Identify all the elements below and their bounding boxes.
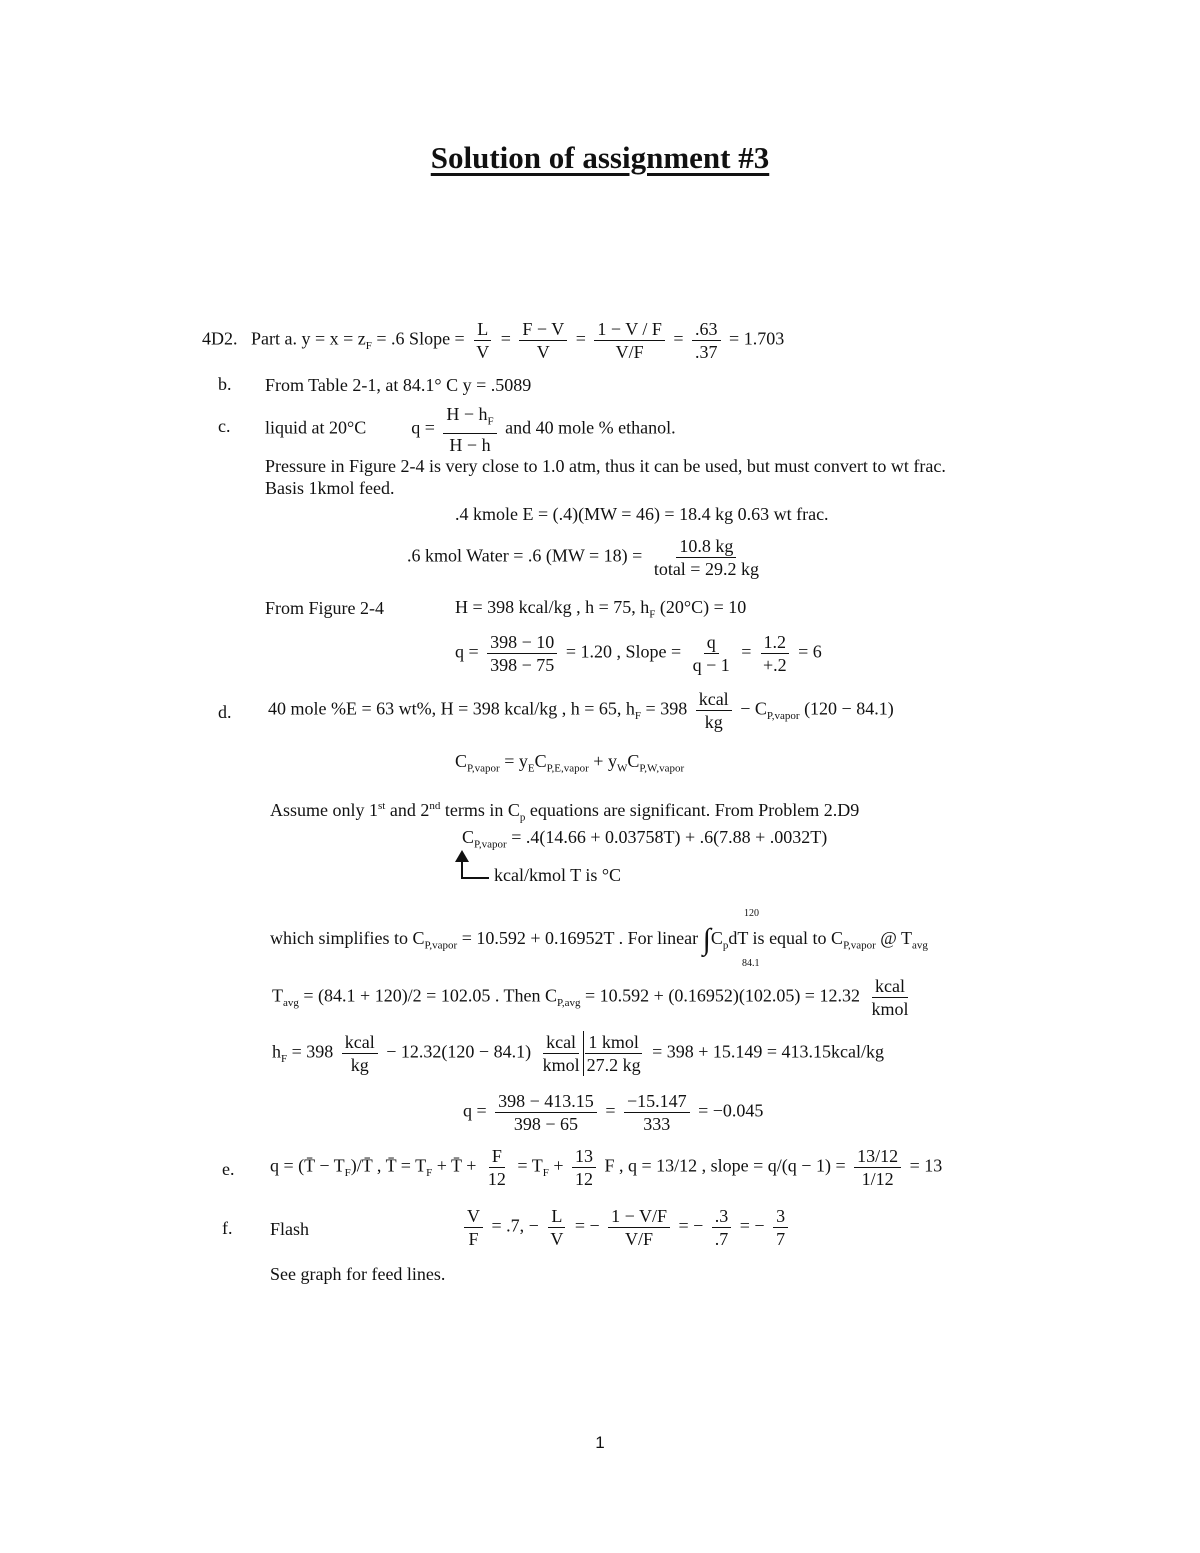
part-a-z-sub: F [365, 340, 372, 353]
tavg-tail2: = 10.592 + (0.16952)(102.05) = 12.32 [580, 985, 860, 1006]
cp-eq-sub-pw: P,W,vapor [639, 762, 685, 775]
frac-den: F [468, 1229, 479, 1249]
hf-eq: = 398 [287, 1041, 334, 1062]
part-f-frac-1 [464, 1205, 483, 1250]
part-d-text-tail: = 398 [641, 698, 688, 719]
frac-num-text: H − h [446, 404, 488, 424]
part-c-text: liquid at 20°C [265, 417, 367, 438]
q-frac-1 [495, 1090, 597, 1135]
frac-den: 12 [487, 1169, 506, 1189]
frac-den: V [476, 342, 490, 362]
part-d-cp2 [462, 826, 827, 856]
page-number: 1 [595, 1433, 605, 1452]
part-d-tail-sub: P,vapor [766, 710, 800, 723]
part-a-frac-1 [473, 318, 492, 363]
frac-num: L [474, 318, 491, 341]
frac-den: .37 [695, 342, 718, 362]
part-e-sub: F [344, 1167, 351, 1180]
hf-frac-2 [540, 1031, 583, 1076]
frac-den: 1/12 [861, 1169, 894, 1189]
part-f-mid: = .7, − [491, 1215, 539, 1236]
tavg-sub: avg [283, 997, 299, 1010]
frac-num: kcal [872, 975, 908, 998]
frac-den: kg [704, 712, 723, 732]
frac-den: V/F [615, 342, 644, 362]
frac-num: .3 [712, 1205, 732, 1228]
cp2-c: C [462, 827, 475, 847]
part-c-eq2 [407, 535, 766, 580]
part-a-frac-2 [519, 318, 567, 363]
part-d-line [268, 688, 894, 733]
cp-eq-sub: P,vapor [467, 762, 500, 775]
eq4-lhs: q = [455, 641, 479, 662]
q-result: = −0.045 [698, 1100, 764, 1121]
frac-num: V [464, 1205, 483, 1228]
part-e-frac-3 [854, 1145, 901, 1190]
q-frac-2 [624, 1090, 690, 1135]
simplifies-text: which simplifies to C [270, 928, 425, 948]
cp-eq-c: C [455, 751, 468, 771]
frac-num: 13 [572, 1145, 596, 1168]
frac-den: 333 [643, 1114, 671, 1134]
frac-den: 398 − 75 [490, 655, 555, 675]
part-e-t2-sub: F [426, 1167, 433, 1180]
frac-num: q [704, 631, 719, 654]
page-title: Solution of assignment #3 [430, 140, 770, 175]
frac-den: total = 29.2 kg [653, 559, 759, 579]
tavg-tail: = (84.1 + 120)/2 = 102.05 . Then C [298, 985, 557, 1006]
part-b-label: b. [218, 374, 232, 394]
cp-eq-rhs4: C [627, 751, 640, 771]
cp-eq-rhs3: + y [588, 751, 617, 771]
int-body: C [710, 928, 723, 948]
part-e-result: = 13 [909, 1155, 943, 1176]
part-c-eq4: q = $\frac{398 - 10}{398 - 75}$ = 1.20 , Slope = $\frac{q}{q - 1}$ = $\frac{1.2}{+.2}$ = 6 [455, 632, 822, 675]
cp2-rhs: = .4(14.66 + 0.03758T) + .6(7.88 + .0032T) [506, 827, 828, 847]
part-e-tail2: F , q = 13/12 , slope = q/(q − 1) = [604, 1155, 846, 1176]
frac-num: kcal [696, 688, 732, 711]
frac-num: 1 − V/F [608, 1205, 670, 1228]
eq4-result: = 6 [798, 641, 822, 662]
eq3-text: H = 398 kcal/kg , h = 75, h [455, 597, 650, 617]
assume-tail-sub: p [519, 811, 526, 824]
frac-den: .7 [714, 1229, 729, 1249]
frac-num: kcal [342, 1031, 378, 1054]
frac-den: kmol [542, 1055, 580, 1075]
part-f-mid2: = − [574, 1215, 600, 1236]
part-c-label: c. [218, 416, 231, 436]
part-d-simplifies [270, 922, 928, 957]
cp2-sub: P,vapor [474, 838, 507, 851]
tavg-sub2: P,avg [557, 997, 581, 1010]
eq4-frac-3 [760, 631, 790, 676]
assume-nd: nd [429, 800, 441, 812]
part-f-mid3: = − [678, 1215, 704, 1236]
assume-st: st [378, 800, 386, 812]
cp-eq-sub-w: W [616, 762, 628, 775]
assume-mid: and 2 [385, 800, 430, 820]
eq4-frac-2 [690, 631, 733, 676]
part-f-frac-5 [773, 1205, 788, 1250]
part-c-para1: Pressure in Figure 2-4 is very close to 1.0 atm, thus it can be used, but must convert to wt frac. [265, 456, 946, 476]
arrow-foot [461, 877, 489, 879]
frac-den: V/F [625, 1229, 654, 1249]
frac-num-sub: F [487, 415, 494, 428]
frac-den: 398 − 65 [513, 1114, 579, 1134]
frac-num: L [548, 1205, 565, 1228]
part-d-label: d. [218, 702, 232, 722]
int-sub2: P,vapor [843, 939, 876, 952]
part-e-frac-1 [485, 1145, 509, 1190]
part-e-tail: )/T̄ , T̄ = T [350, 1155, 427, 1176]
part-d-units: kcal/kmol T is °C [494, 865, 622, 885]
hf-result: = 398 + 15.149 = 413.15kcal/kg [652, 1041, 885, 1062]
part-f-note: See graph for feed lines. [270, 1264, 446, 1284]
eq4-frac-1 [487, 631, 557, 676]
frac-den: 27.2 kg [586, 1055, 641, 1075]
part-f-frac-2 [547, 1205, 566, 1250]
int-at-sub: avg [912, 939, 928, 952]
frac-num: kcal [543, 1031, 579, 1054]
part-c-q-lhs: q = [411, 417, 435, 438]
hf-frac-1 [342, 1031, 378, 1076]
part-e-line [270, 1145, 942, 1190]
int-body-tail: dT is equal to C [728, 928, 844, 948]
part-e-label: e. [222, 1159, 235, 1179]
part-d-cp-eq [455, 750, 684, 780]
arrow-stem [461, 857, 463, 879]
frac-num: 3 [773, 1205, 788, 1228]
frac-den: V [536, 342, 550, 362]
part-d-text: 40 mole %E = 63 wt%, H = 398 kcal/kg , h = 65, h [268, 698, 635, 719]
part-f-frac-4 [712, 1205, 732, 1250]
part-c-line [265, 403, 676, 456]
tavg-t: T [272, 985, 283, 1006]
simplifies-tail: = 10.592 + 0.16952T . For linear [457, 928, 699, 948]
frac-num: 398 − 413.15 [495, 1090, 597, 1113]
part-a-line: 4D2. Part a. $y = x = z_F = .6$ Slope = $\frac{L}{V}$ = $\frac{F - V}{V}$ = $\frac{1 - V / F}{V/F}$ = $\frac{.63}{.37}$ = 1.703 [202, 319, 785, 362]
cp-eq-rhs2: C [534, 751, 547, 771]
integral-upper-limit: 120 [744, 908, 759, 919]
frac-den: q − 1 [692, 655, 730, 675]
part-e-mid2: + [548, 1155, 564, 1176]
part-a-result: 1.703 [743, 328, 785, 349]
cp-eq-sub-e: E [527, 762, 535, 775]
part-e-text: q = (T̄ − T [270, 1155, 345, 1176]
part-a-text: Part a. y = x = z [251, 328, 366, 349]
integral-lower-limit: 84.1 [742, 958, 760, 969]
part-d-tavg [272, 975, 915, 1020]
part-d-q: q = $\frac{398 - 413.15}{398 - 65}$ = $\frac{-15.147}{333}$ = −0.045 [463, 1091, 764, 1134]
part-f-text: Flash [270, 1219, 310, 1239]
part-a-frac-4 [692, 318, 721, 363]
part-e-frac-2 [572, 1145, 596, 1190]
q-lhs: q = [463, 1100, 487, 1121]
part-e-mid: = T [517, 1155, 543, 1176]
frac-den: V [550, 1229, 564, 1249]
assume-tail2: equations are significant. From Problem 2.D9 [525, 800, 860, 820]
cp-eq-rhs: = y [499, 751, 528, 771]
frac-den: 7 [776, 1229, 786, 1249]
frac-num: 1.2 [761, 631, 790, 654]
frac-num [443, 403, 496, 434]
frac-num: 13/12 [854, 1145, 901, 1168]
part-c-eq3 [455, 596, 746, 626]
hf-mid: − 12.32(120 − 84.1) [386, 1041, 532, 1062]
part-d-hf [272, 1031, 884, 1076]
frac-num: F [489, 1145, 505, 1168]
part-d-tail: − C [740, 698, 767, 719]
frac-num: .63 [692, 318, 721, 341]
frac-num: 1 kmol [585, 1031, 642, 1054]
eq2-frac [651, 535, 762, 580]
int-body-sub: p [722, 939, 729, 952]
frac-num: 398 − 10 [487, 631, 557, 654]
part-c-eq1: .4 kmole E = (.4)(MW = 46) = 18.4 kg 0.63 wt frac. [455, 504, 829, 524]
part-e-t2: + T̄ + [432, 1155, 477, 1176]
frac-num: 1 − V / F [594, 318, 665, 341]
hf-frac-3 [583, 1031, 644, 1076]
cp-eq-sub-pe: P,E,vapor [546, 762, 589, 775]
frac-num: 10.8 kg [676, 535, 736, 558]
part-d-text-sub: F [634, 710, 642, 723]
assume-tail: terms in C [440, 800, 520, 820]
frac-den: kg [350, 1055, 369, 1075]
part-a-label: 4D2. [202, 328, 238, 349]
part-c-para2: Basis 1kmol feed. [265, 478, 395, 498]
integral-icon: ∫ [702, 922, 711, 956]
frac-den: +.2 [762, 655, 787, 675]
simplifies-sub: P,vapor [424, 939, 458, 952]
frac-num: −15.147 [624, 1090, 690, 1113]
eq3-sub: F [649, 608, 656, 621]
part-f-label: f. [222, 1218, 233, 1238]
eq3-tail: (20°C) = 10 [655, 597, 747, 617]
frac-den: 12 [575, 1169, 593, 1189]
tavg-unit-frac [868, 975, 911, 1020]
part-c-q-frac [443, 403, 496, 456]
part-c-fig-label: From Figure 2-4 [265, 598, 384, 618]
part-d-assume [270, 795, 859, 829]
eq4-mid: = 1.20 , Slope = [565, 641, 682, 662]
part-b-text: From Table 2-1, at 84.1° C y = .5089 [265, 375, 532, 395]
part-f-mid4: = − [739, 1215, 765, 1236]
part-f-frac-3 [608, 1205, 670, 1250]
part-f-eq [460, 1205, 792, 1250]
part-e-mid-sub: F [542, 1167, 549, 1180]
frac-num: F − V [519, 318, 567, 341]
frac-den: kmol [871, 999, 909, 1019]
part-d-tail2: (120 − 84.1) [799, 698, 894, 719]
part-c-q-tail: and 40 mole % ethanol. [505, 417, 676, 438]
int-at: @ T [875, 928, 913, 948]
hf-sub: F [281, 1053, 288, 1066]
part-d-unit-frac [696, 688, 732, 733]
frac-den: H − h [449, 434, 491, 455]
hf-lhs: h [272, 1041, 281, 1062]
assume-text: Assume only 1 [270, 800, 378, 820]
eq2-lhs: .6 kmol Water = .6 (MW = 18) = [407, 545, 643, 566]
part-a-tail: = .6 Slope = [371, 328, 465, 349]
part-a-frac-3 [594, 318, 665, 363]
